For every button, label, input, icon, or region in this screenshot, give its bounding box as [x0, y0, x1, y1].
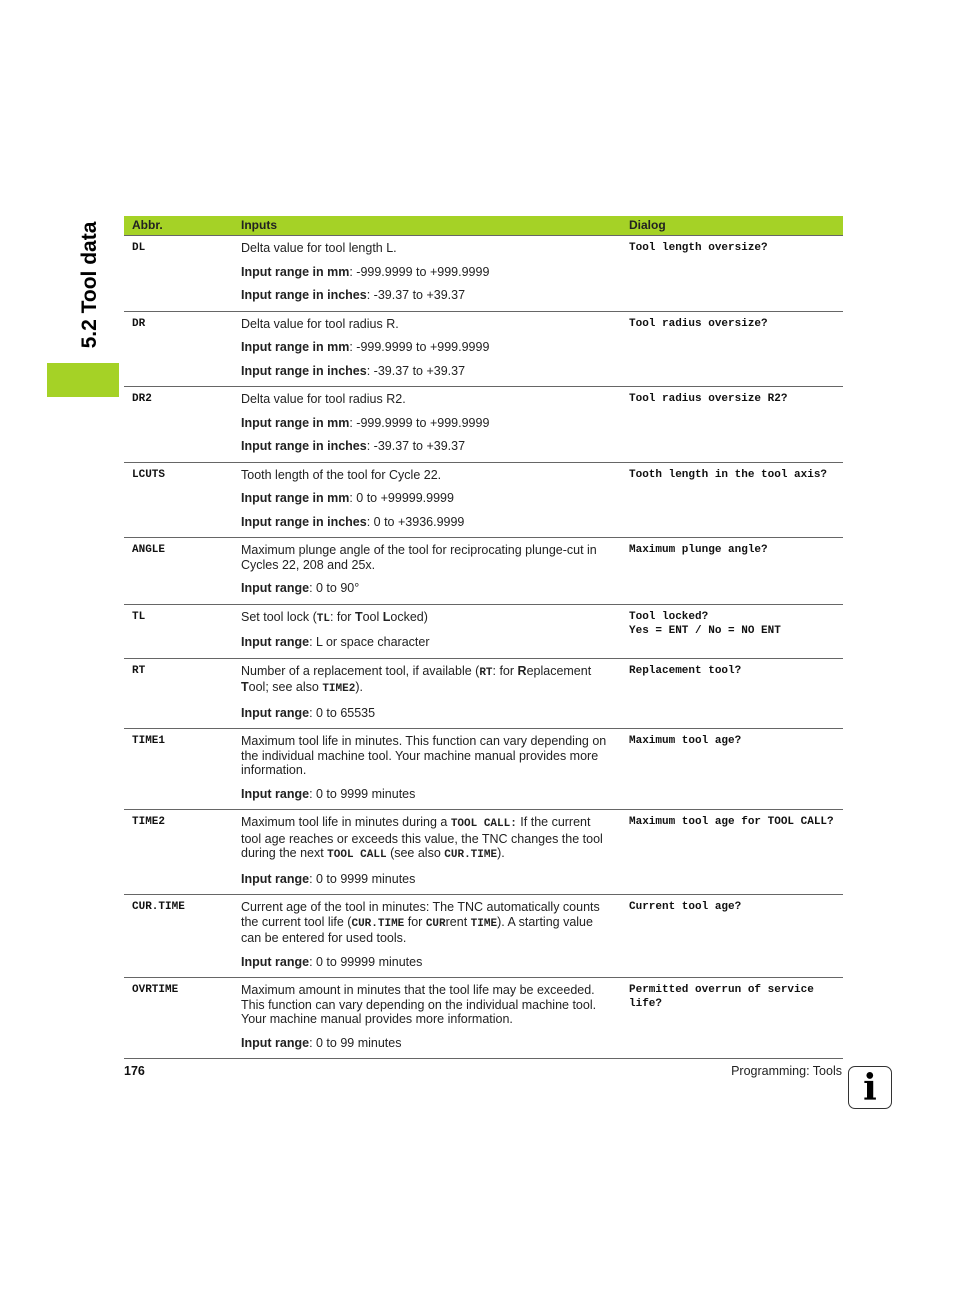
input-text: : -39.37 to +39.37 [366, 439, 466, 453]
input-paragraph [241, 543, 613, 572]
input-label: R [517, 663, 527, 678]
input-label: Input range in inches [241, 363, 367, 378]
input-text: ). [497, 846, 505, 860]
input-paragraph [241, 635, 613, 650]
dialog-line: Maximum plunge angle? [629, 544, 768, 556]
page-number: 176 [124, 1064, 145, 1078]
input-label: Input range in inches [241, 288, 367, 302]
row-dialog [621, 462, 843, 538]
input-paragraph [241, 288, 613, 303]
table-body [124, 236, 843, 1059]
table-row [124, 311, 843, 387]
input-paragraph [241, 734, 613, 778]
row-inputs [233, 729, 621, 810]
input-text: Delta value for tool radius R2. [241, 392, 406, 406]
table-row [124, 387, 843, 463]
input-text: Tooth length of the tool for Cycle 22. [241, 467, 442, 482]
row-dialog [621, 604, 843, 658]
input-text: : 0 to +99999.9999 [349, 491, 454, 505]
table-row [124, 810, 843, 895]
input-code: TOOL CALL [327, 849, 387, 861]
input-paragraph [241, 955, 613, 970]
input-text: If the current tool age reaches or exceeds this value, the TNC changes the tool during the next [241, 815, 603, 860]
dialog-line: Yes = ENT / No = NO ENT [629, 624, 781, 637]
input-text: : -999.9999 to +999.9999 [349, 340, 490, 354]
header-inputs: Inputs [233, 216, 621, 236]
input-text: Number of a replacement tool, if available ( [241, 663, 480, 678]
input-label: Input range [241, 871, 310, 886]
table-row [124, 604, 843, 658]
input-paragraph [241, 241, 613, 256]
dialog-line: Tool radius oversize? [629, 317, 768, 330]
input-code: CUR [425, 917, 446, 930]
table-row [124, 895, 843, 978]
input-label: Input range in mm [241, 340, 350, 354]
info-icon [848, 1066, 892, 1109]
row-abbr: TL [124, 604, 233, 658]
dialog-line: Current tool age? [629, 901, 742, 913]
input-code: TL [316, 612, 330, 625]
input-code: TIME [470, 917, 498, 930]
input-text: : -999.9999 to +999.9999 [349, 415, 490, 430]
row-abbr: OVRTIME [124, 978, 233, 1059]
input-label: Input range in inches [241, 439, 367, 453]
row-abbr: LCUTS [124, 462, 233, 538]
input-paragraph [241, 265, 613, 280]
input-text: ). A starting value can be entered for used tools. [241, 914, 593, 945]
input-paragraph [241, 392, 613, 407]
input-label: Input range [241, 705, 310, 720]
input-paragraph [241, 364, 613, 379]
input-text: ocked) [390, 609, 428, 624]
row-inputs [233, 895, 621, 978]
input-label: Input range [241, 786, 310, 801]
input-paragraph [241, 815, 613, 863]
input-text: eplacement [526, 663, 592, 678]
row-abbr: TIME2 [124, 810, 233, 895]
input-text: Set tool lock ( [241, 609, 317, 624]
input-text: : 0 to 9999 minutes [309, 786, 416, 801]
input-text: Maximum tool life in minutes during a [241, 815, 451, 829]
row-inputs [233, 658, 621, 729]
input-paragraph [241, 317, 613, 332]
row-dialog [621, 538, 843, 605]
input-text: Delta value for tool length L. [241, 241, 397, 255]
row-inputs [233, 311, 621, 387]
row-dialog [621, 895, 843, 978]
input-text: : for [329, 609, 355, 624]
input-code: TIME2 [322, 683, 356, 695]
dialog-line: Tool length oversize? [629, 242, 768, 254]
row-dialog [621, 658, 843, 729]
input-text: ool; see also [248, 680, 323, 694]
row-abbr: DR2 [124, 387, 233, 463]
input-text: (see also [386, 846, 445, 860]
input-paragraph [241, 416, 613, 431]
dialog-line: Tool locked? [629, 610, 709, 623]
input-paragraph [241, 610, 613, 627]
input-label: Input range in inches [241, 514, 367, 529]
input-text: rent [445, 914, 471, 929]
row-dialog [621, 387, 843, 463]
row-abbr: RT [124, 658, 233, 729]
input-text: : L or space character [309, 635, 430, 649]
input-text: : 0 to 99 minutes [309, 1035, 402, 1050]
row-inputs [233, 810, 621, 895]
input-paragraph [241, 515, 613, 530]
input-text: for [404, 914, 426, 929]
table-row [124, 978, 843, 1059]
row-dialog [621, 311, 843, 387]
input-text: : -39.37 to +39.37 [366, 363, 466, 378]
input-label: Input range [241, 1035, 310, 1050]
input-paragraph [241, 664, 613, 697]
input-code: CUR.TIME [351, 917, 405, 930]
table-header-row [124, 216, 843, 236]
row-abbr: TIME1 [124, 729, 233, 810]
row-inputs [233, 604, 621, 658]
dialog-line: Tool radius oversize R2? [629, 393, 788, 405]
dialog-line: Maximum tool age for TOOL CALL? [629, 816, 834, 828]
input-label: T [354, 609, 363, 624]
input-paragraph [241, 900, 613, 946]
header-dialog: Dialog [621, 216, 843, 236]
row-inputs [233, 387, 621, 463]
dialog-line: Permitted overrun of service life? [629, 984, 814, 1010]
input-paragraph [241, 491, 613, 506]
tool-data-table [124, 216, 843, 1059]
section-title-text: 5.2 Tool data [78, 221, 101, 349]
table-row [124, 236, 843, 312]
input-paragraph [241, 340, 613, 355]
input-label: L [382, 609, 391, 624]
input-code: RT [479, 666, 493, 679]
input-paragraph [241, 787, 613, 802]
input-paragraph [241, 706, 613, 721]
input-text: : 0 to +3936.9999 [366, 514, 465, 529]
input-label: Input range [241, 581, 310, 595]
row-inputs [233, 978, 621, 1059]
row-dialog [621, 978, 843, 1059]
input-text: ). [355, 680, 363, 694]
row-inputs [233, 538, 621, 605]
table-row [124, 658, 843, 729]
row-dialog [621, 810, 843, 895]
input-code: CUR.TIME [444, 849, 498, 861]
row-abbr: CUR.TIME [124, 895, 233, 978]
input-label: Input range in mm [241, 415, 350, 430]
table-row [124, 538, 843, 605]
input-text: Current age of the tool in minutes: The TNC automatically counts the current tool life ( [241, 900, 600, 929]
input-label: Input range in mm [241, 264, 350, 279]
dialog-line: Maximum tool age? [629, 735, 742, 747]
input-label: Input range in mm [241, 491, 350, 505]
section-tab-marker [47, 363, 119, 397]
input-text: Maximum plunge angle of the tool for reciprocating plunge-cut in Cycles 22, 208 and 25x. [241, 543, 597, 572]
row-inputs [233, 462, 621, 538]
dialog-line: Tooth length in the tool axis? [629, 468, 828, 481]
input-paragraph [241, 439, 613, 454]
input-text: : 0 to 90° [309, 581, 360, 595]
input-paragraph [241, 581, 613, 596]
row-abbr: DL [124, 236, 233, 312]
input-text: ool [362, 609, 383, 624]
input-label: Input range [241, 635, 310, 649]
input-text: : for [492, 663, 518, 678]
input-text: : -39.37 to +39.37 [366, 288, 466, 302]
input-text: Maximum tool life in minutes. This function can vary depending on the individual machine tool. Your machine manual provides more information. [241, 734, 607, 777]
table-row [124, 729, 843, 810]
input-code: TOOL CALL: [450, 818, 517, 830]
row-abbr: ANGLE [124, 538, 233, 605]
dialog-line: Replacement tool? [629, 664, 742, 677]
row-dialog [621, 236, 843, 312]
input-text: : 0 to 9999 minutes [309, 871, 416, 886]
header-abbr: Abbr. [124, 216, 233, 236]
input-text: : -999.9999 to +999.9999 [349, 264, 490, 279]
input-paragraph [241, 1036, 613, 1051]
input-text: Delta value for tool radius R. [241, 316, 399, 331]
row-inputs [233, 236, 621, 312]
input-text: : 0 to 65535 [309, 705, 376, 720]
input-text: : 0 to 99999 minutes [309, 954, 423, 969]
input-paragraph [241, 468, 613, 483]
input-label: Input range [241, 954, 310, 969]
row-abbr: DR [124, 311, 233, 387]
input-text: Maximum amount in minutes that the tool life may be exceeded. This function can vary depending on the individual machine tool. Your machine manual provides more information. [241, 983, 597, 1026]
input-label: T [241, 680, 249, 694]
input-paragraph [241, 983, 613, 1027]
table-row [124, 462, 843, 538]
row-dialog [621, 729, 843, 810]
info-icon-glyph: i [863, 1066, 877, 1109]
input-paragraph [241, 872, 613, 887]
section-title [70, 215, 110, 355]
chapter-title: Programming: Tools [731, 1064, 842, 1078]
